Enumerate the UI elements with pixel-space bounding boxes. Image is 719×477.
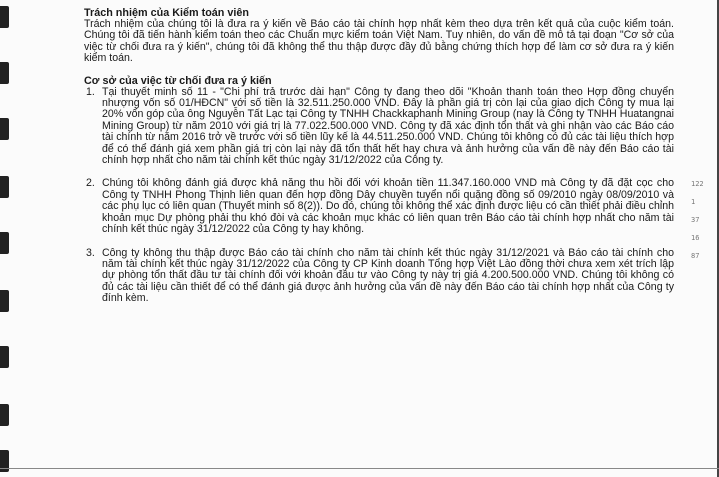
section-heading-basis-disclaimer: Cơ sở của việc từ chối đưa ra ý kiến: [84, 74, 272, 87]
item-text: Công ty không thu thập được Báo cáo tài chính cho năm tài chính kết thúc ngày 31/12/2021 và Báo cáo tài chính cho năm tài chính kết thúc ngày 31/12/2022 của Công ty CP Kinh doanh Tổng hợp Việt Lào đồng thời chưa xem xét trích lập dự phòng tổn thất đầu tư tài chính đối với khoản đầu tư vào Công ty này trị giá 4.200.500.000 VND. Chúng tôi không có đủ các tài liệu cần thiết để có thể đánh giá được ảnh hưởng của vấn đề này đến Báo cáo tài chính hợp nhất của Công ty đính kèm.: [102, 246, 674, 305]
list-item: [84, 87, 674, 167]
list-item: [84, 178, 674, 235]
binder-mark: [0, 62, 9, 84]
binder-mark: [0, 118, 9, 140]
item-number: 3.: [86, 246, 95, 259]
section-heading-auditor-responsibility: Trách nhiệm của Kiểm toán viên: [84, 7, 250, 19]
item-number: 1.: [86, 85, 95, 98]
binder-mark: [0, 6, 9, 28]
margin-mark: 122: [691, 180, 704, 188]
auditor-responsibility-paragraph: Trách nhiệm của chúng tôi là đưa ra ý kiến về Báo cáo tài chính hợp nhất kèm theo dựa trên kết quả của cuộc kiểm toán. Chúng tôi đã tiến hành kiểm toán theo các Chuẩn mực kiểm toán Việt Nam. Tuy nhiên, do vấn đề mô tả tại đoạn "Cơ sở của việc từ chối đưa ra ý kiến", chúng tôi đã không thể thu thập được đầy đủ bằng chứng thích hợp để làm cơ sở đưa ra ý kiến kiểm toán.: [84, 18, 674, 65]
item-text: Tại thuyết minh số 11 - "Chi phí trả trước dài hạn" Công ty đang theo dõi "Khoản thanh toán theo Hợp đồng chuyển nhượng vốn số 01/HĐCN" với số tiền là 32.511.250.000 VND. Đây là phần giá trị còn lại của giao dịch Công ty mua lại 20% vốn góp của ông Nguyễn Tất Lạc tại Công ty TNHH Chackkaphanh Mining Group (nay là Công ty TNHH Huatangnai Mining Group) từ năm 2010 với giá trị là 77.022.500.000 VND. Công ty đã xác định tổn thất và ghi nhận vào các Báo cáo tài chính từ năm 2016 trở về trước với số tiền lũy kế là 44.511.250.000 VND. Chúng tôi không có đủ các tài liệu thích hợp để có thể đánh giá xem phần giá trị còn lại này đã tổn thất hết hay chưa và ảnh hưởng của vấn đề này đến Báo cáo tài chính hợp nhất cho năm tài chính kết thúc ngày 31/12/2022 của Công ty.: [102, 85, 674, 167]
binder-mark: [0, 290, 9, 312]
report-content: [84, 7, 674, 305]
binder-mark: [0, 346, 9, 368]
disclaimer-items-list: [84, 87, 674, 305]
margin-mark: 1: [691, 198, 696, 206]
binder-holes: [0, 0, 14, 477]
item-text: Chúng tôi không đánh giá được khả năng thu hồi đối với khoản tiền 11.347.160.000 VND mà Công ty đã đặt cọc cho Công ty TNHH Phong Thịnh liên quan đến hợp đồng Dây chuyền tuyển nổi quặng đồng số 09/2010 ngày 08/09/2010 và các phụ lục có liên quan (Thuyết minh số 8(2)). Do đó, chúng tôi không thể xác định được liệu có cần thiết phải điều chỉnh khoản mục Dự phòng phải thu khó đòi và các khoản mục khác có liên quan trên Báo cáo tài chính hợp nhất cho năm tài chính kết thúc ngày 31/12/2022 của Công ty hay không.: [102, 177, 674, 236]
item-number: 2.: [86, 177, 95, 190]
binder-mark: [0, 404, 9, 426]
margin-mark: 37: [691, 216, 700, 224]
margin-mark: 87: [691, 252, 700, 260]
binder-mark: [0, 176, 9, 198]
binder-mark: [0, 232, 9, 254]
margin-mark: 16: [691, 234, 700, 242]
list-item: [84, 248, 674, 305]
margin-notes: [691, 175, 713, 265]
page-bottom-rule: [0, 468, 719, 469]
